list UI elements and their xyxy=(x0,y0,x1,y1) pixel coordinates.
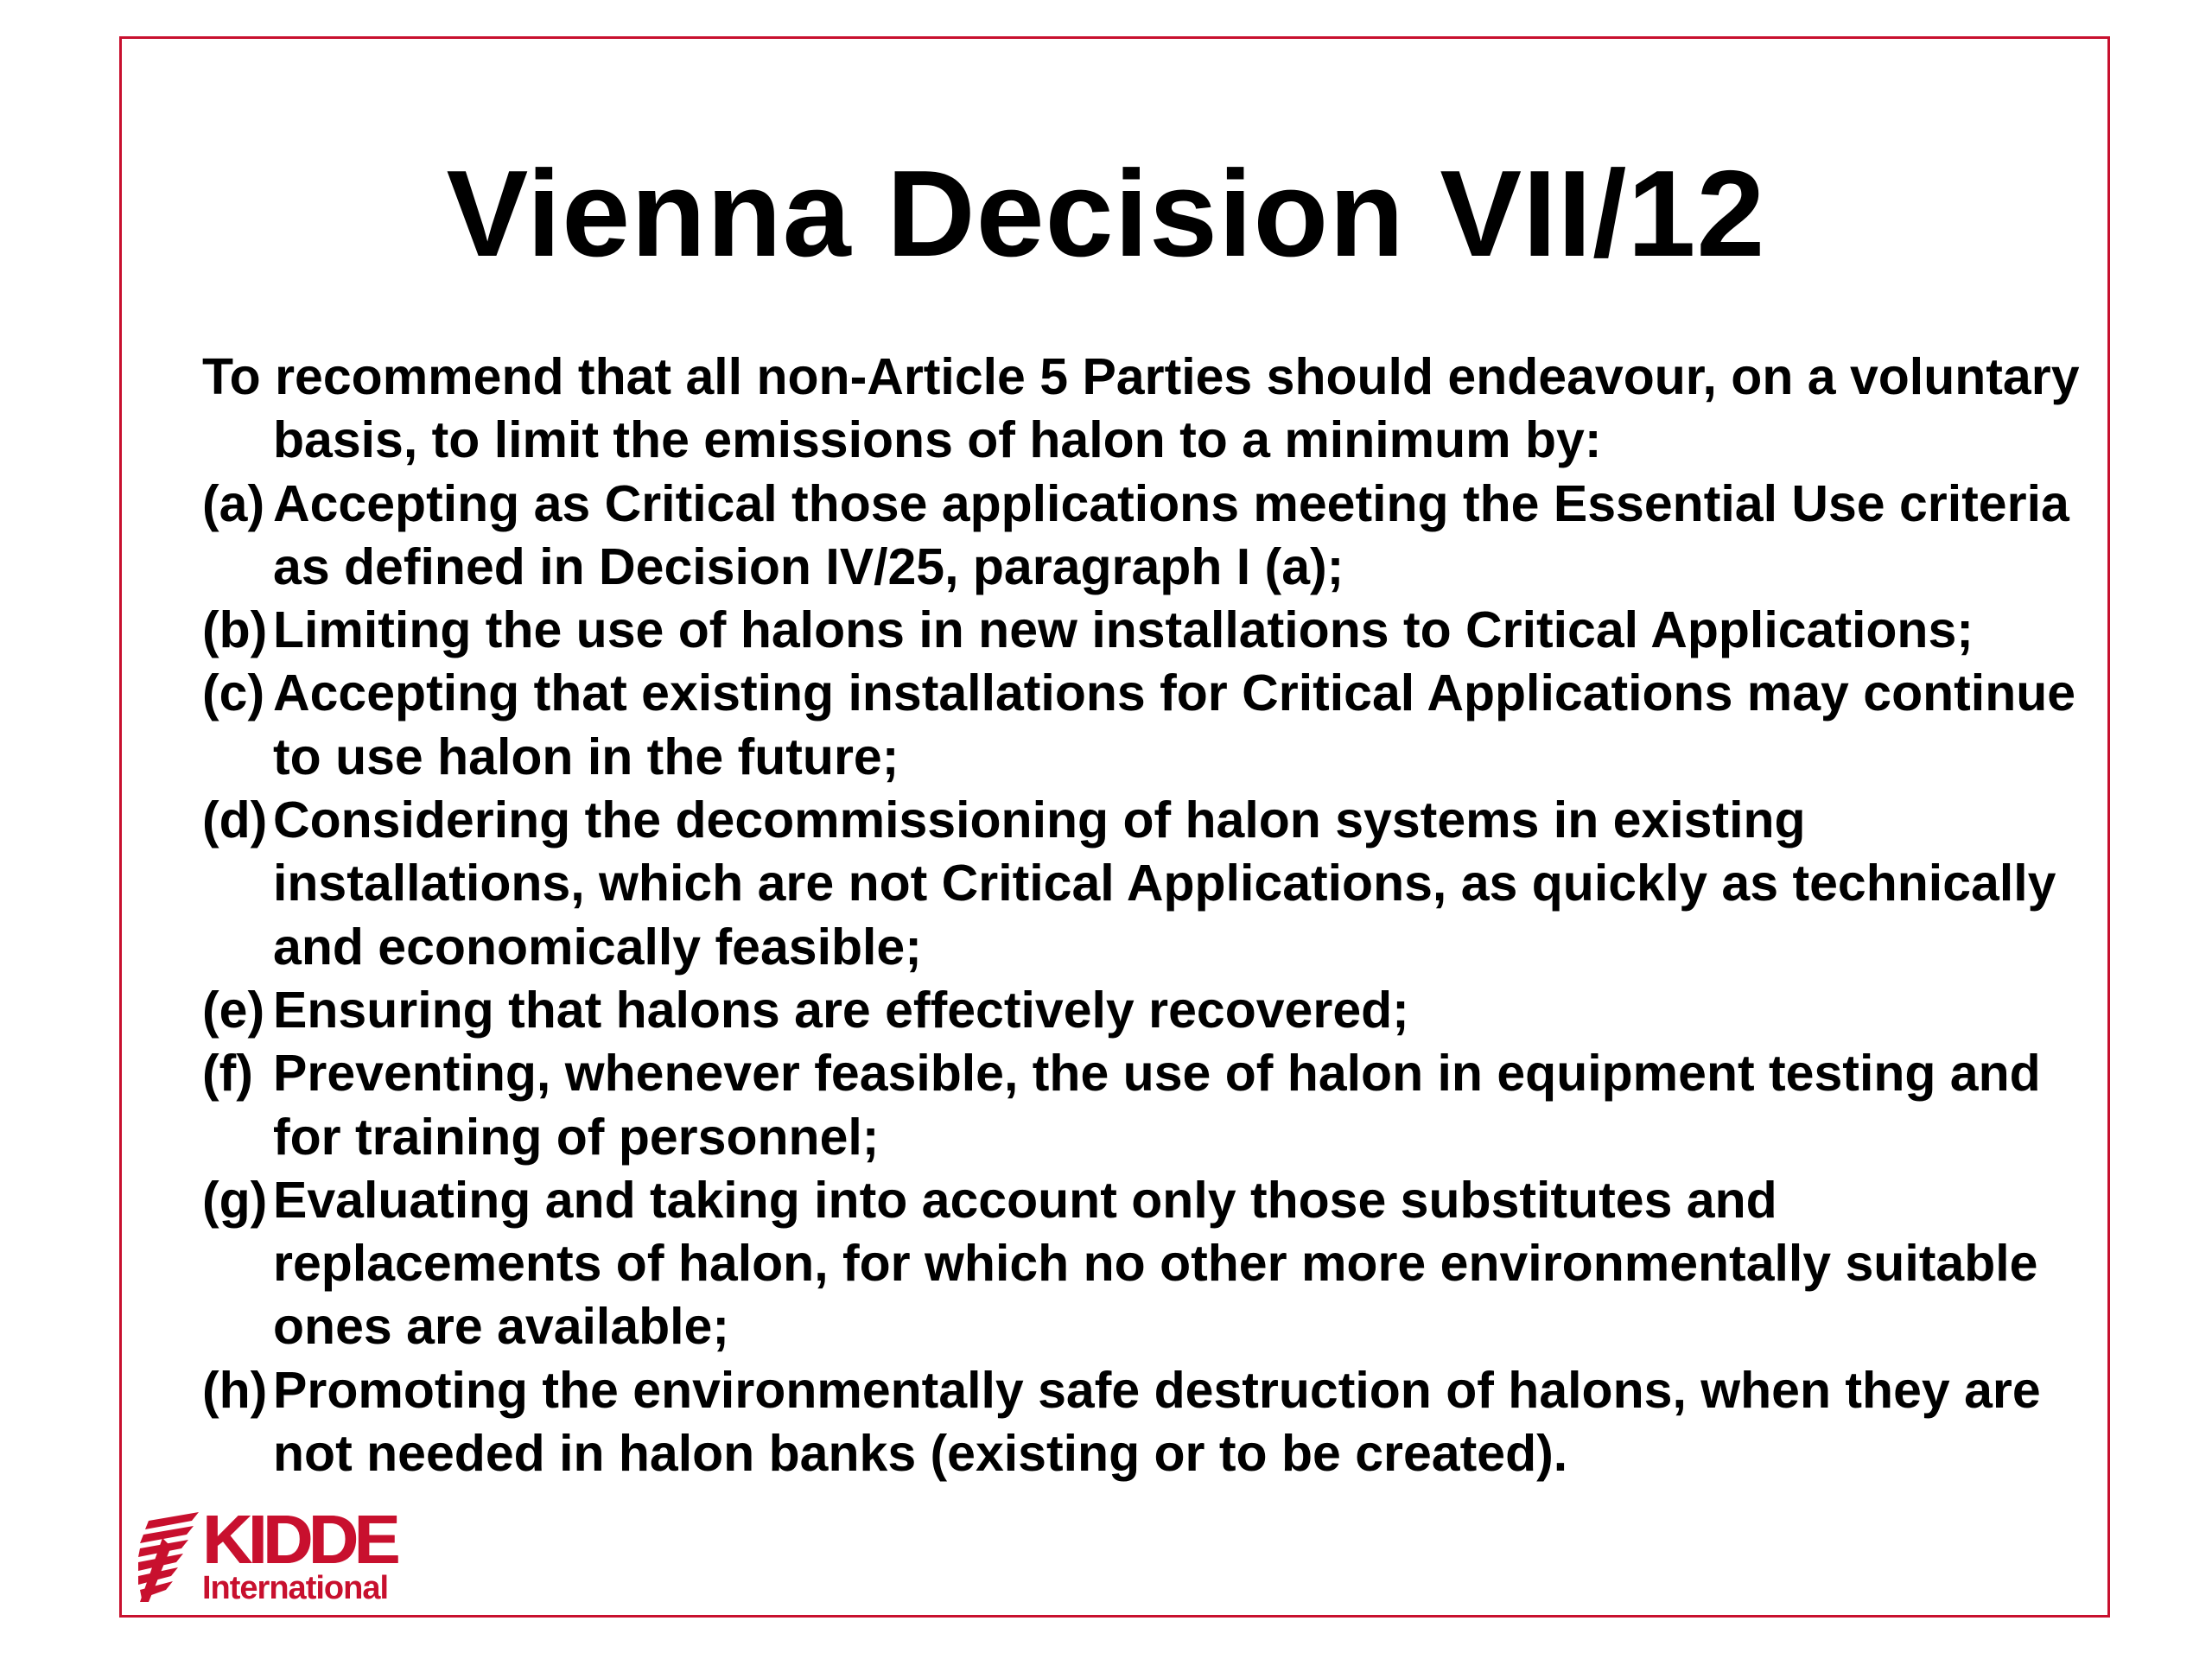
list-marker: (a) xyxy=(202,474,265,532)
list-item-text: Ensuring that halons are effectively recovered; xyxy=(273,981,1409,1039)
list-marker: (h) xyxy=(202,1361,268,1419)
list-item-text: Preventing, whenever feasible, the use of halon in equipment testing and for training of personnel; xyxy=(273,1045,2041,1166)
list-item xyxy=(202,1042,2103,1169)
list-item xyxy=(202,473,2103,600)
list-marker: (f) xyxy=(202,1045,253,1103)
list-item-text: Limiting the use of halons in new installations to Critical Applications; xyxy=(273,601,1974,659)
list-item xyxy=(202,662,2103,789)
list-marker: (d) xyxy=(202,791,268,849)
list-marker: (g) xyxy=(202,1171,268,1229)
list-item xyxy=(202,979,2103,1042)
list-item-text: Evaluating and taking into account only those substitutes and replacements of halon, for which no other more environmentally suitable ones are available; xyxy=(273,1171,2038,1356)
logo-wordmark: KIDDE xyxy=(202,1501,396,1578)
list-item-text: Accepting as Critical those applications meeting the Essential Use criteria as defined in Decision IV/25, paragraph I (a); xyxy=(273,474,2069,595)
list-item xyxy=(202,1359,2103,1486)
list-item xyxy=(202,789,2103,979)
list-marker: (e) xyxy=(202,981,265,1039)
list-marker: (b) xyxy=(202,601,268,659)
intro-paragraph: To recommend that all non-Article 5 Parties should endeavour, on a voluntary basis, to limit the emissions of halon to a minimum by: xyxy=(202,348,2080,469)
list-item-text: Accepting that existing installations for Critical Applications may continue to use halon in the future; xyxy=(273,664,2076,785)
list-item xyxy=(202,1169,2103,1359)
slide-body xyxy=(202,346,2103,1485)
list-item-text: Considering the decommissioning of halon systems in existing installations, which are not Critical Applications, as quickly as technically and economically feasible; xyxy=(273,791,2056,976)
list-marker: (c) xyxy=(202,664,265,722)
kidde-stripes-logo-icon xyxy=(137,1512,206,1602)
list-item-text: Promoting the environmentally safe destruction of halons, when they are not needed in halon banks (existing or to be created). xyxy=(273,1361,2041,1483)
decision-list xyxy=(202,473,2103,1486)
logo-subtitle: International xyxy=(202,1570,389,1606)
slide-title: Vienna Decision VII/12 xyxy=(446,145,1766,283)
list-item xyxy=(202,599,2103,662)
kidde-logo xyxy=(137,1501,396,1606)
